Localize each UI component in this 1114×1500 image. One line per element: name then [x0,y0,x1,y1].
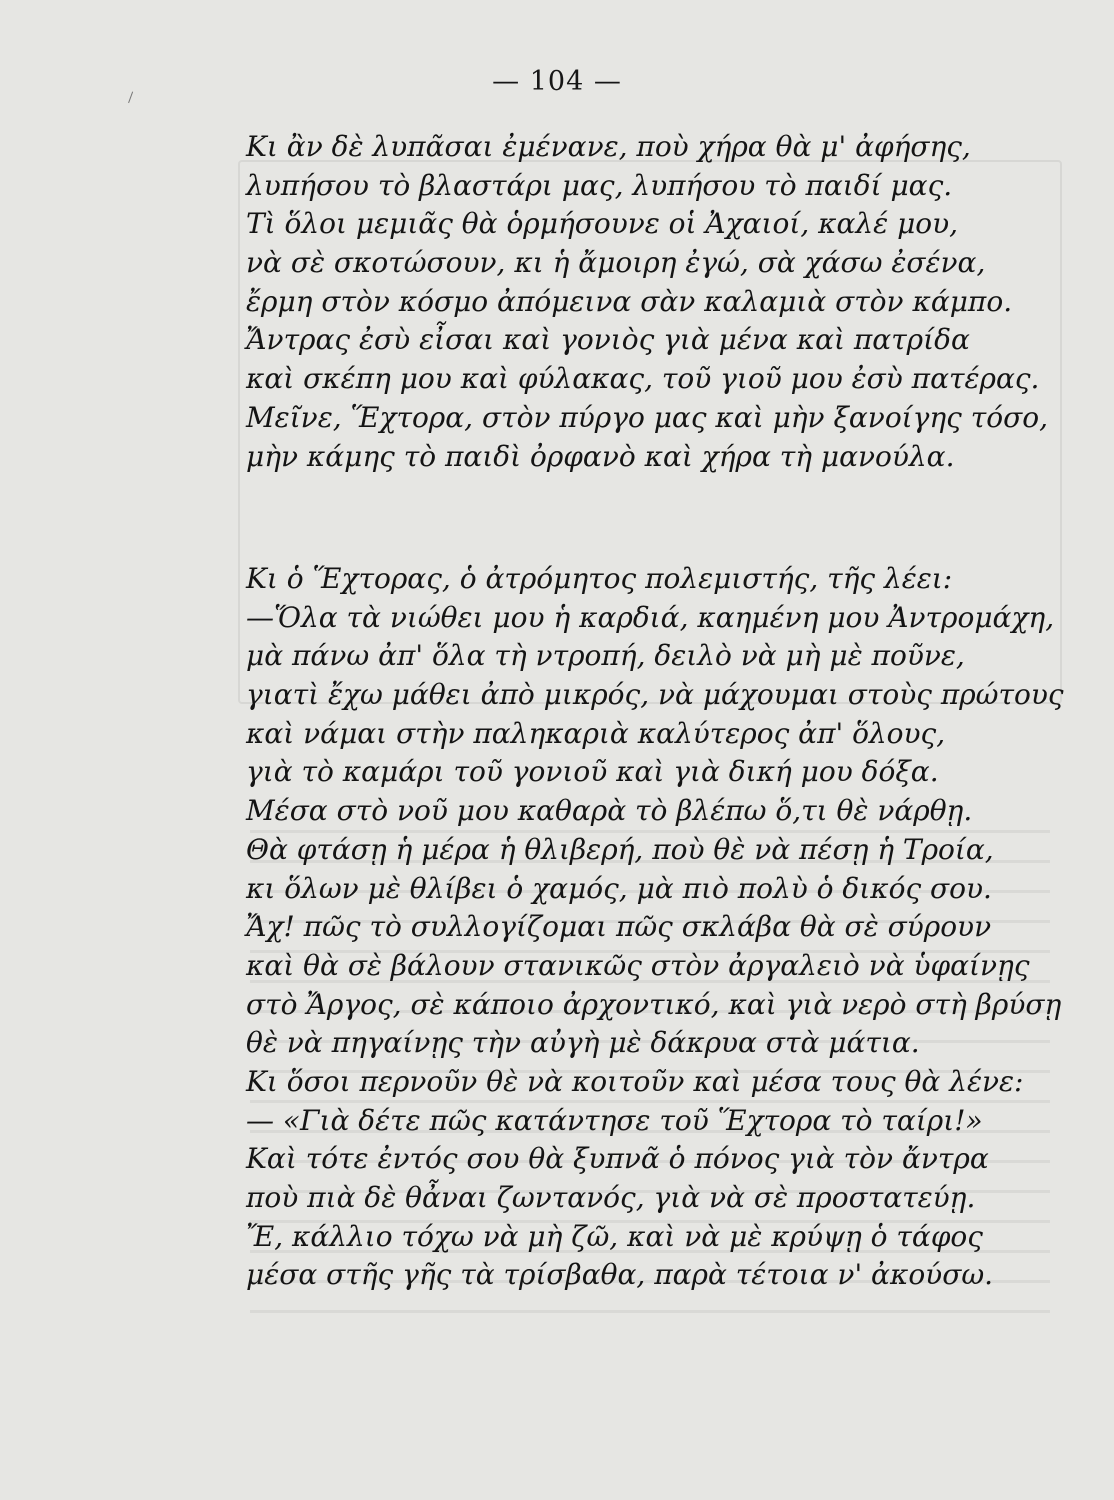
verse-line: λυπήσου τὸ βλαστάρι μας, λυπήσου τὸ παιδί μας. [246,168,953,202]
verse-line: — «Γιὰ δέτε πῶς κατάντησε τοῦ Ἕχτορα τὸ ταίρι!» [246,1103,983,1137]
verse-line: νὰ σὲ σκοτώσουν, κι ἡ ἄμοιρη ἐγώ, σὰ χάσω ἐσένα, [246,246,986,280]
verse-line: κι ὅλων μὲ θλίβει ὁ χαμός, μὰ πιὸ πολὺ ὁ δικός σου. [246,871,992,905]
verse-line: Κι ὅσοι περνοῦν θὲ νὰ κοιτοῦν καὶ μέσα τους θὰ λένε: [246,1064,1024,1098]
verse-line: Κι ὁ Ἕχτορας, ὁ ἀτρόμητος πολεμιστής, τῆς λέει: [246,562,953,595]
verse-line: θὲ νὰ πηγαίνῃς τὴν αὐγὴ μὲ δάκρυα στὰ μάτια. [246,1026,920,1060]
stanza-2 [246,560,1064,1295]
verse-line: ποὺ πιὰ δὲ θἆναι ζωντανός, γιὰ νὰ σὲ προστατεύῃ. [246,1181,976,1214]
verse-line: Μεῖνε, Ἕχτορα, στὸν πύργο μας καὶ μὴν ξανοίγης τόσο, [246,400,1048,434]
verse-line: μὴν κάμης τὸ παιδὶ ὀρφανὸ καὶ χήρα τὴ μανούλα. [246,439,955,473]
verse-line: Μέσα στὸ νοῦ μου καθαρὰ τὸ βλέπω ὅ,τι θὲ νάρθῃ. [246,794,973,828]
verse-line: στὸ Ἄργος, σὲ κάποιο ἀρχοντικό, καὶ γιὰ νερὸ στὴ βρύσῃ [246,987,1062,1021]
verse-line: μὰ πάνω ἀπ' ὅλα τὴ ντροπή, δειλὸ νὰ μὴ μὲ ποῦνε, [246,639,965,673]
verse-line: Ἄχ! πῶς τὸ συλλογίζομαι πῶς σκλάβα θὰ σὲ σύρουν [246,910,992,944]
verse-line: Ἄντρας ἐσὺ εἶσαι καὶ γονιὸς γιὰ μένα καὶ πατρίδα [246,323,970,357]
verse-line: καὶ νάμαι στὴν παληκαριὰ καλύτερος ἀπ' ὅλους, [246,716,946,750]
verse-line: Θὰ φτάσῃ ἡ μέρα ἡ θλιβερή, ποὺ θὲ νὰ πέσῃ ἡ Τροία, [246,832,994,866]
stanza-1 [246,128,1048,476]
verse-line: γιὰ τὸ καμάρι τοῦ γονιοῦ καὶ γιὰ δική μου δόξα. [246,755,939,789]
verse-line: ἔρμη στὸν κόσμο ἀπόμεινα σὰν καλαμιὰ στὸν κάμπο. [246,284,1013,318]
verse-line: Καὶ τότε ἐντός σου θὰ ξυπνᾶ ὁ πόνος γιὰ τὸν ἄντρα [246,1142,989,1176]
verse-line: Τὶ ὅλοι μεμιᾶς θὰ ὁρμήσουνε οἱ Ἀχαιοί, καλέ μου, [246,207,959,241]
verse-line: —Ὅλα τὰ νιώθει μου ἡ καρδιά, καημένη μου Ἀντρομάχη, [246,600,1055,634]
page-number: — 104 — [492,66,622,97]
verse-line: καὶ σκέπη μου καὶ φύλακας, τοῦ γιοῦ μου ἐσὺ πατέρας. [246,362,1040,396]
verse-line: Κι ἂν δὲ λυπᾶσαι ἐμένανε, ποὺ χήρα θὰ μ' ἀφήσης, [246,130,971,163]
verse-line: γιατὶ ἔχω μάθει ἀπὸ μικρός, νὰ μάχουμαι στοὺς πρώτους [246,678,1064,712]
verse-line: καὶ θὰ σὲ βάλουν στανικῶς στὸν ἀργαλειὸ νὰ ὑφαίνῃς [246,948,1030,982]
verse-line: Ἔ, κάλλιο τόχω νὰ μὴ ζῶ, καὶ νὰ μὲ κρύψῃ ὁ τάφος [246,1219,983,1253]
verse-line: μέσα στῆς γῆς τὰ τρίσβαθα, παρὰ τέτοια ν' ἀκούσω. [246,1258,994,1292]
